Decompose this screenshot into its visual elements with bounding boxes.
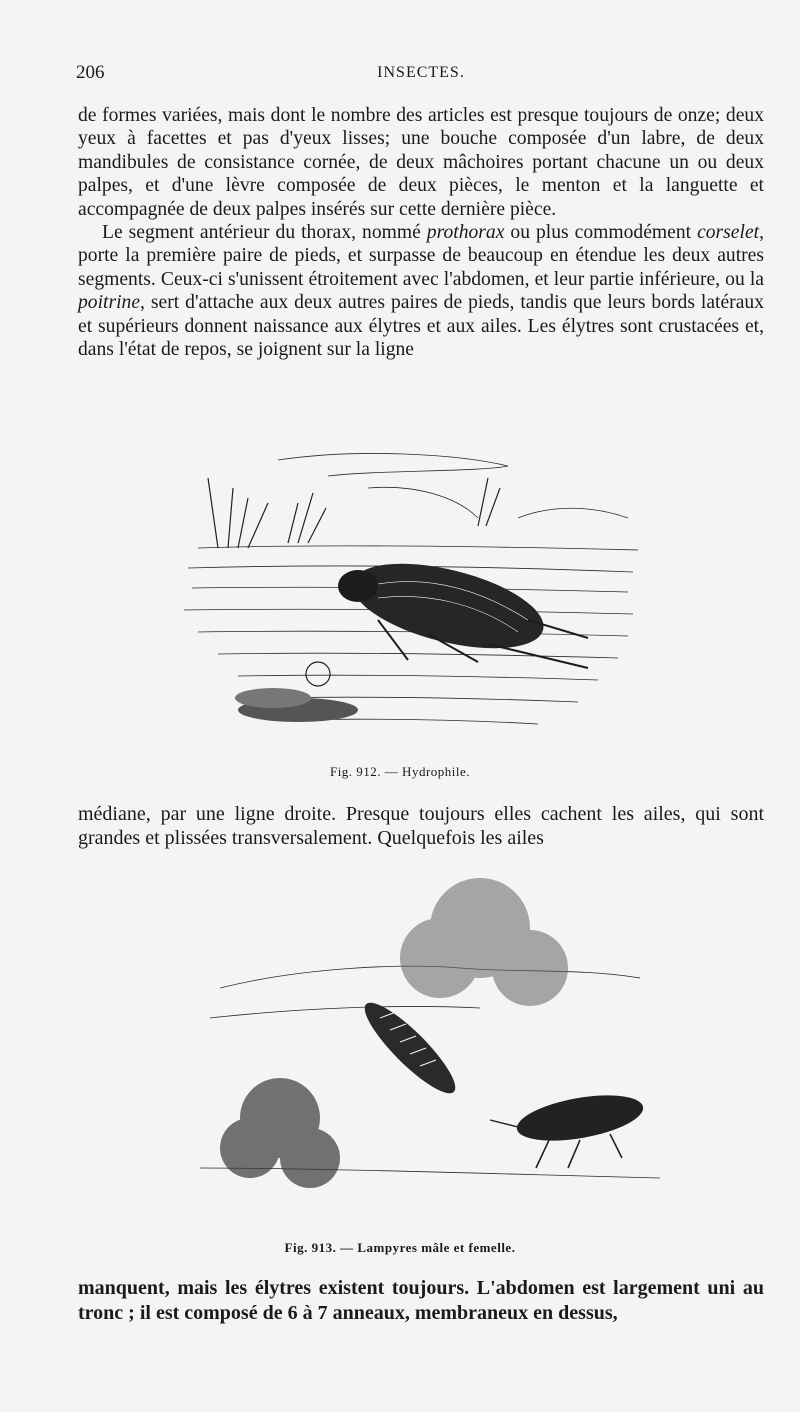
paragraph-1: de formes variées, mais dont le nombre des articles est presque toujours de onze; deux yeux à facettes et pas d'yeux lisses; une bouche composée d'un labre, de deux mandibules de consistance cornée, de deux mâchoires portant chacune un ou deux palpes, et d'une lèvre composée de deux pièces, le menton et la languette et accompagnée de deux palpes insérés sur cette dernière pièce. xyxy=(78,105,764,220)
term-corselet: corselet xyxy=(697,222,760,244)
page-header xyxy=(76,62,766,92)
page-number: 206 xyxy=(76,62,105,83)
text-block-top xyxy=(78,104,764,361)
paragraph-2-text-c: , porte la première paire de pieds, et surpasse de beaucoup en étendue les deux autres segments. Ceux-ci s'unissent étroitement avec l'abdomen, et leur partie inférieure, ou la xyxy=(78,222,764,290)
figure-lampyres-illustration xyxy=(200,868,660,1228)
running-title: INSECTES. xyxy=(377,64,465,81)
paragraph-2-text-d: , sert d'attache aux deux autres paires de pieds, tandis que leurs bords latéraux et supérieurs donnent naissance aux élytres et aux ailes. Les élytres sont crustacées et, dans l'état de repos, se joignent sur la ligne xyxy=(78,292,764,361)
term-prothorax: prothorax xyxy=(426,222,505,244)
paragraph-2-text-b: ou plus commodément xyxy=(504,222,698,244)
paragraph-3: médiane, par une ligne droite. Presque toujours elles cachent les ailes, qui sont grandes et plissées transversalement. Quelquefois les ailes xyxy=(78,803,764,849)
figure-913-caption: Fig. 913. — Lampyres mâle et femelle. xyxy=(284,1240,516,1255)
paragraph-2 xyxy=(78,221,764,361)
paragraph-2-text-a: Le segment antérieur du thorax, nommé xyxy=(102,222,427,244)
text-block-bottom xyxy=(78,1276,764,1325)
figure-hydrophile-illustration xyxy=(178,448,640,748)
term-poitrine: poitrine xyxy=(78,292,141,314)
text-block-middle xyxy=(78,802,764,850)
figure-912-caption: Fig. 912. — Hydrophile. xyxy=(329,764,471,779)
paragraph-4: manquent, mais les élytres existent toujours. L'abdomen est largement uni au tronc ; il est composé de 6 à 7 anneaux, membraneux en dessus, xyxy=(78,1277,764,1324)
